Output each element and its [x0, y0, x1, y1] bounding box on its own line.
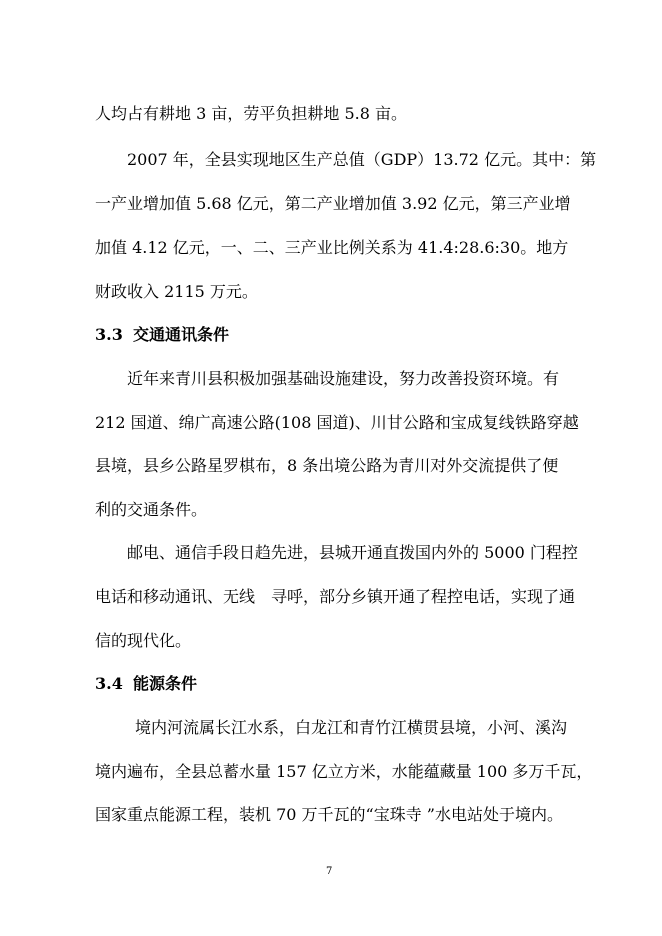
paragraph-5-line-2: 境内遍布，全县总蓄水量 157 亿立方米，水能蕴藏量 100 多万千瓦，: [95, 762, 593, 781]
paragraph-2-line-4: 财政收入 2115 万元。: [95, 282, 258, 301]
section-heading-3-3: [95, 325, 229, 345]
paragraph-4-line-3: 信的现代化。: [95, 631, 192, 650]
paragraph-3-line-1: 近年来青川县积极加强基础设施建设，努力改善投资环境。有: [127, 369, 560, 388]
paragraph-5-line-1: 境内河流属长江水系，白龙江和青竹江横贯县境，小河、溪沟: [135, 718, 568, 737]
paragraph-3-line-2: 212 国道、绵广高速公路(108 国道)、川甘公路和宝成复线铁路穿越: [95, 413, 579, 432]
page-number: 7: [326, 866, 333, 877]
paragraph-5-line-3: 国家重点能源工程，装机 70 万千瓦的“宝珠寺 ”水电站处于境内。: [95, 805, 563, 824]
section-title: 交通通讯条件: [133, 325, 230, 344]
paragraph-2-line-3: 加值 4.12 亿元，一、二、三产业比例关系为 41.4:28.6:30。地方: [95, 238, 569, 257]
section-heading-3-4: [95, 674, 197, 694]
paragraph-2-line-2: 一产业增加值 5.68 亿元，第二产业增加值 3.92 亿元，第三产业增: [95, 194, 571, 213]
paragraph-1-line-1: 人均占有耕地 3 亩，劳平负担耕地 5.8 亩。: [95, 104, 407, 123]
section-number: 3.3: [95, 325, 123, 344]
section-number: 3.4: [95, 674, 123, 693]
paragraph-3-line-3: 县境，县乡公路星罗棋布，8 条出境公路为青川对外交流提供了便: [95, 456, 559, 475]
section-title: 能源条件: [133, 674, 198, 693]
paragraph-4-line-2: 电话和移动通讯、无线 寻呼，部分乡镇开通了程控电话，实现了通: [95, 587, 576, 606]
paragraph-2-line-1: 2007 年，全县实现地区生产总值（GDP）13.72 亿元。其中：第: [127, 150, 597, 169]
paragraph-4-line-1: 邮电、通信手段日趋先进，县城开通直拨国内外的 5000 门程控: [127, 543, 578, 562]
paragraph-3-line-4: 利的交通条件。: [95, 500, 208, 519]
